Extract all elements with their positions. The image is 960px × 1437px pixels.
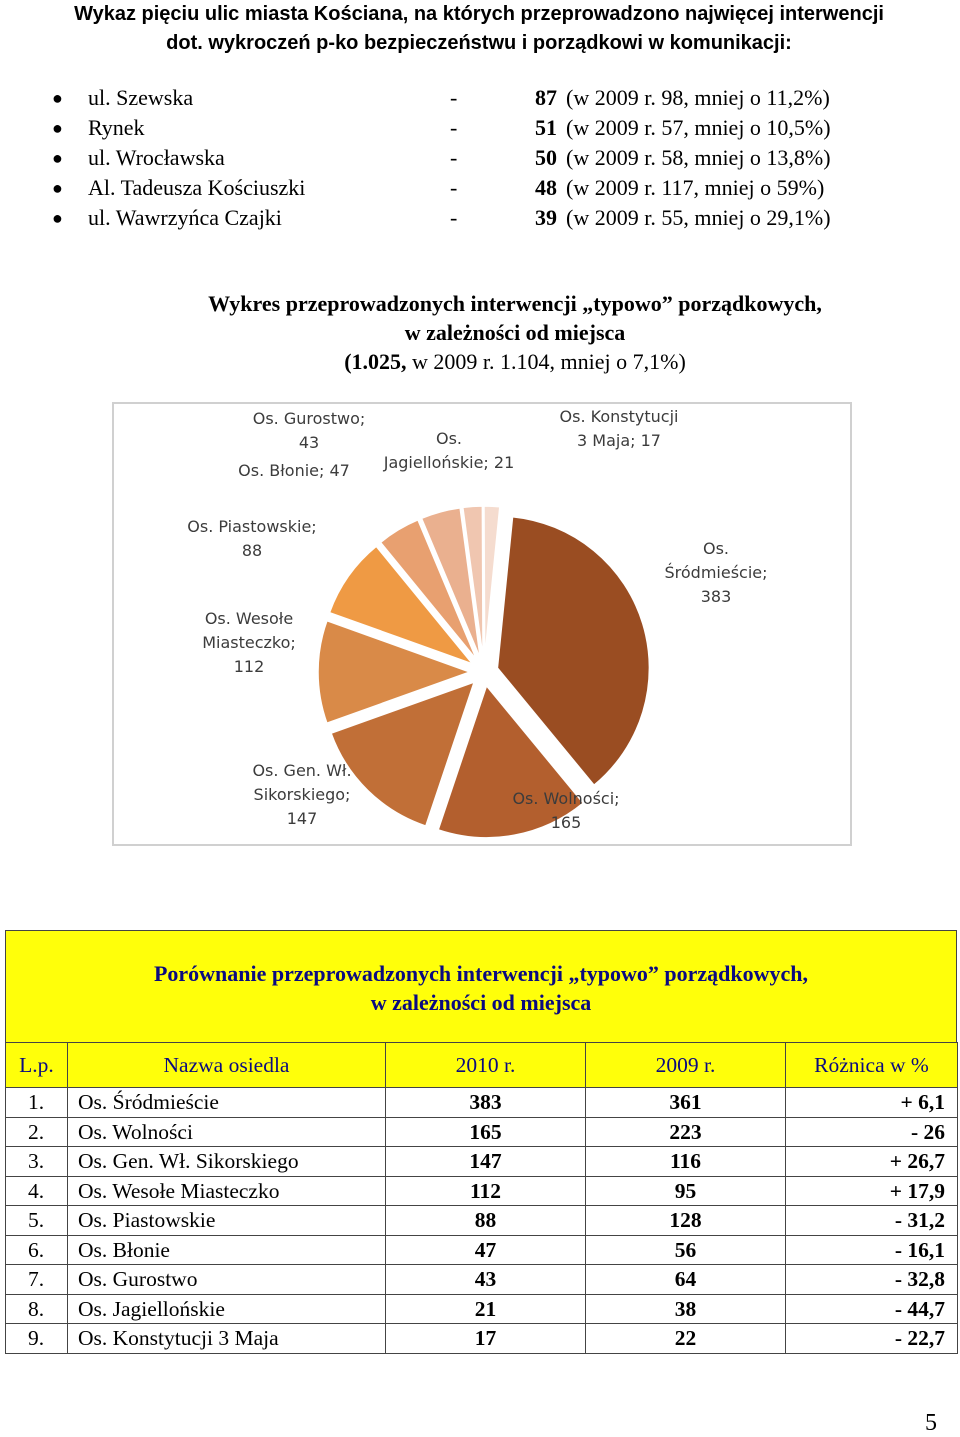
- slice-label-line: Sikorskiego;: [253, 785, 351, 804]
- row-diff: + 17,9: [786, 1176, 958, 1206]
- row-2010: 21: [386, 1294, 586, 1324]
- street-count: 39: [535, 205, 557, 230]
- row-lp: 6.: [6, 1235, 68, 1265]
- row-2009: 223: [586, 1117, 786, 1147]
- row-2010: 17: [386, 1324, 586, 1354]
- list-item: [0, 113, 960, 143]
- street-dash: -: [450, 175, 458, 200]
- table-row: [6, 1176, 958, 1206]
- slice-label-line: Miasteczko;: [202, 633, 296, 652]
- row-name: Os. Piastowskie: [68, 1206, 386, 1236]
- table-row: [6, 1324, 958, 1354]
- comparison-title: [6, 959, 956, 1017]
- row-diff: - 31,2: [786, 1206, 958, 1236]
- bullet-icon: ●: [52, 148, 63, 168]
- row-2009: 128: [586, 1206, 786, 1236]
- pie-slice: [484, 506, 500, 658]
- header-name: Nazwa osiedla: [68, 1043, 386, 1088]
- chart-title-line-1: Wykres przeprowadzonych interwencji „typowo” porządkowych,: [208, 291, 822, 316]
- row-2010: 112: [386, 1176, 586, 1206]
- chart-title-line-3: [100, 347, 930, 376]
- table-row: [6, 1147, 958, 1177]
- street-dash: -: [450, 205, 458, 230]
- table-header-row: [6, 1043, 958, 1088]
- street-note: (w 2009 r. 55, mniej o 29,1%): [566, 205, 831, 230]
- street-name: Al. Tadeusza Kościuszki: [88, 175, 306, 200]
- street-dash: -: [450, 145, 458, 170]
- comparison-table: [5, 1042, 958, 1354]
- row-lp: 8.: [6, 1294, 68, 1324]
- slice-label-line: Śródmieście;: [664, 563, 768, 582]
- row-name: Os. Konstytucji 3 Maja: [68, 1324, 386, 1354]
- row-2009: 56: [586, 1235, 786, 1265]
- street-dash: -: [450, 85, 458, 110]
- row-name: Os. Błonie: [68, 1235, 386, 1265]
- pie-chart-svg: [114, 404, 850, 844]
- slice-label: [202, 609, 296, 676]
- table-row: [6, 1206, 958, 1236]
- street-dash: -: [450, 115, 458, 140]
- slice-label-line: 147: [286, 809, 318, 828]
- street-note: (w 2009 r. 117, mniej o 59%): [566, 175, 825, 200]
- row-lp: 4.: [6, 1176, 68, 1206]
- page-number: 5: [925, 1410, 937, 1436]
- row-2010: 47: [386, 1235, 586, 1265]
- table-row: [6, 1265, 958, 1295]
- row-name: Os. Jagiellońskie: [68, 1294, 386, 1324]
- slice-label-line: Os. Gurostwo;: [252, 409, 366, 428]
- street-count: 87: [535, 85, 557, 110]
- table-row: [6, 1294, 958, 1324]
- row-lp: 1.: [6, 1088, 68, 1118]
- table-row: [6, 1235, 958, 1265]
- slice-label-line: 3 Maja; 17: [577, 431, 661, 450]
- bullet-icon: ●: [52, 118, 63, 138]
- slice-label-line: Os. Wesołe: [204, 609, 294, 628]
- row-diff: - 16,1: [786, 1235, 958, 1265]
- row-2010: 88: [386, 1206, 586, 1236]
- slice-label: [238, 461, 350, 480]
- header-2009: 2009 r.: [586, 1043, 786, 1088]
- row-diff: - 44,7: [786, 1294, 958, 1324]
- street-note: (w 2009 r. 58, mniej o 13,8%): [566, 145, 831, 170]
- row-name: Os. Wesołe Miasteczko: [68, 1176, 386, 1206]
- header-lp: L.p.: [6, 1043, 68, 1088]
- row-lp: 7.: [6, 1265, 68, 1295]
- row-2009: 361: [586, 1088, 786, 1118]
- street-count: 50: [535, 145, 557, 170]
- chart-title-line-2: w zależności od miejsca: [404, 320, 626, 345]
- chart-title: [100, 289, 930, 376]
- slice-label: [252, 761, 351, 828]
- street-name: Rynek: [88, 115, 145, 140]
- row-2009: 116: [586, 1147, 786, 1177]
- row-2009: 22: [586, 1324, 786, 1354]
- row-lp: 3.: [6, 1147, 68, 1177]
- row-2010: 43: [386, 1265, 586, 1295]
- slice-label-line: 112: [233, 657, 265, 676]
- list-item: [0, 83, 960, 113]
- slice-label-line: 383: [700, 587, 732, 606]
- slice-label-line: Os. Wolności;: [512, 789, 620, 808]
- slice-label-line: Os. Konstytucji: [559, 407, 679, 426]
- slice-label-line: Os. Błonie; 47: [238, 461, 350, 480]
- row-2009: 64: [586, 1265, 786, 1295]
- row-name: Os. Gen. Wł. Sikorskiego: [68, 1147, 386, 1177]
- row-name: Os. Wolności: [68, 1117, 386, 1147]
- comparison-title-box: [5, 930, 957, 1044]
- slice-label-line: 88: [241, 541, 263, 560]
- chart-total-note: w 2009 r. 1.104, mniej o 7,1%): [406, 349, 686, 374]
- slice-label-line: 165: [550, 813, 582, 832]
- row-2009: 95: [586, 1176, 786, 1206]
- street-note: (w 2009 r. 57, mniej o 10,5%): [566, 115, 831, 140]
- row-diff: - 26: [786, 1117, 958, 1147]
- row-diff: - 22,7: [786, 1324, 958, 1354]
- street-list: [0, 83, 960, 233]
- list-item: [0, 203, 960, 233]
- slice-label-line: Jagiellońskie; 21: [383, 453, 515, 472]
- chart-total: (1.025,: [344, 349, 407, 374]
- slice-label: [383, 429, 515, 472]
- comparison-title-line-1: Porównanie przeprowadzonych interwencji „typowo” porządkowych,: [153, 961, 809, 986]
- row-2010: 383: [386, 1088, 586, 1118]
- slice-label-line: Os.: [702, 539, 730, 558]
- slice-label: [187, 517, 316, 560]
- street-count: 51: [535, 115, 557, 140]
- list-item: [0, 143, 960, 173]
- street-note: (w 2009 r. 98, mniej o 11,2%): [566, 85, 830, 110]
- row-lp: 9.: [6, 1324, 68, 1354]
- slice-label-line: 43: [298, 433, 320, 452]
- row-lp: 2.: [6, 1117, 68, 1147]
- heading-line-2: dot. wykroczeń p-ko bezpieczeństwu i porządkowi w komunikacji:: [166, 32, 792, 54]
- row-diff: - 32,8: [786, 1265, 958, 1295]
- slice-label: [560, 407, 679, 450]
- row-diff: + 6,1: [786, 1088, 958, 1118]
- table-row: [6, 1088, 958, 1118]
- row-2009: 38: [586, 1294, 786, 1324]
- row-2010: 147: [386, 1147, 586, 1177]
- bullet-icon: ●: [52, 208, 63, 228]
- bullet-icon: ●: [52, 88, 63, 108]
- bullet-icon: ●: [52, 178, 63, 198]
- street-name: ul. Wawrzyńca Czajki: [88, 205, 282, 230]
- row-name: Os. Śródmieście: [68, 1088, 386, 1118]
- list-item: [0, 173, 960, 203]
- header-2010: 2010 r.: [386, 1043, 586, 1088]
- row-diff: + 26,7: [786, 1147, 958, 1177]
- row-lp: 5.: [6, 1206, 68, 1236]
- street-name: ul. Wrocławska: [88, 145, 225, 170]
- header-diff: Różnica w %: [786, 1043, 958, 1088]
- row-2010: 165: [386, 1117, 586, 1147]
- table-row: [6, 1117, 958, 1147]
- slice-label-line: Os. Piastowskie;: [187, 517, 317, 536]
- slice-label: [253, 409, 366, 452]
- street-name: ul. Szewska: [88, 85, 194, 110]
- slice-label-line: Os.: [435, 429, 463, 448]
- heading-line-1: Wykaz pięciu ulic miasta Kościana, na których przeprowadzono najwięcej interwencji: [74, 3, 884, 25]
- pie-chart: [112, 402, 852, 846]
- page-heading: [14, 0, 944, 58]
- slice-label-line: Os. Gen. Wł.: [252, 761, 352, 780]
- comparison-title-line-2: w zależności od miejsca: [370, 990, 592, 1015]
- slice-label: [664, 539, 767, 606]
- street-count: 48: [535, 175, 557, 200]
- row-name: Os. Gurostwo: [68, 1265, 386, 1295]
